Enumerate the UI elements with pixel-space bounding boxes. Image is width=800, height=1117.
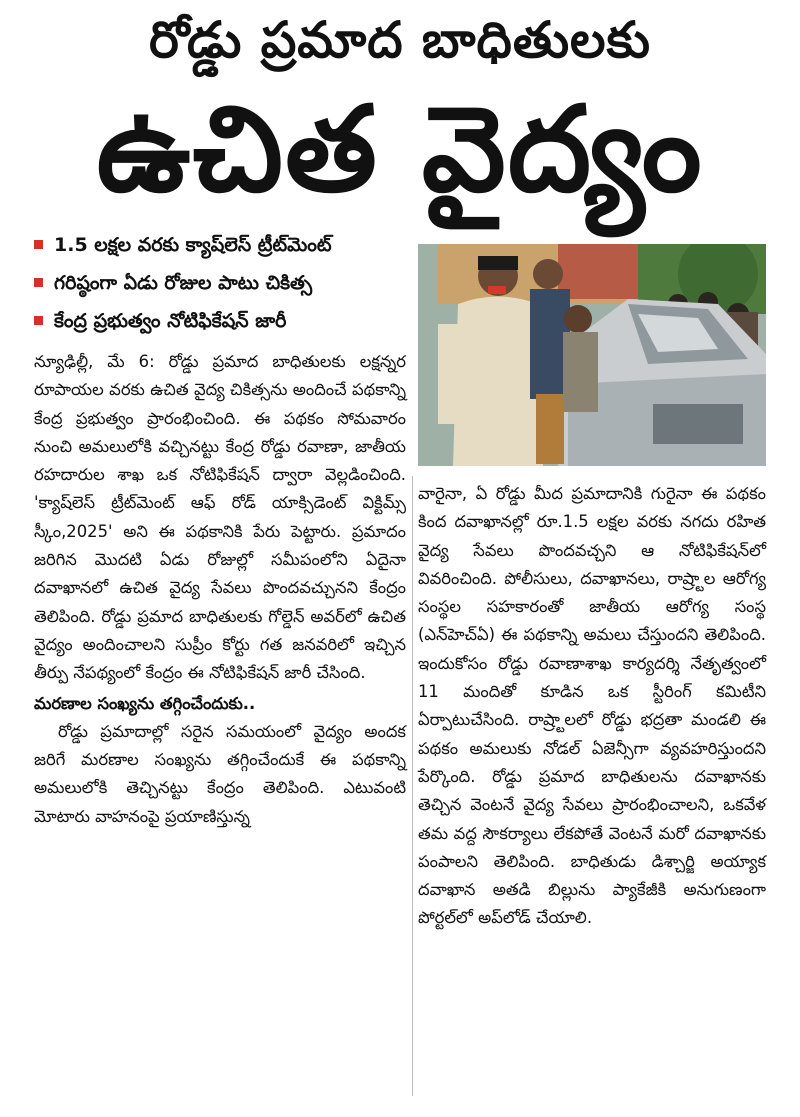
highlight-item	[30, 226, 410, 264]
highlight-text: గరిష్ఠంగా ఏడు రోజుల పాటు చికిత్స	[54, 272, 313, 294]
square-bullet-icon	[34, 316, 43, 325]
article-paragraph: రోడ్డు ప్రమాదాల్లో సరైన సమయంలో వైద్యం అందక జరిగే మరణాల సంఖ్యను తగ్గించేందుకే ఈ పథకాన్ని అమలులోకి తెచ్చినట్టు కేంద్రం తెలిపింది. ఎటువంటి మోటారు వాహనంపై ప్రయాణిస్తున్న	[34, 721, 406, 826]
article-column-left	[34, 348, 406, 831]
square-bullet-icon	[34, 240, 43, 249]
article-paragraph: వారైనా, ఏ రోడ్డు మీద ప్రమాదానికి గురైనా ఈ పథకం కింద దవాఖానల్లో రూ.1.5 లక్షల వరకు నగదు రహిత వైద్య సేవలు పొందవచ్చని ఆ నోటిఫికేషన్‌లో వివరించింది. పోలీసులు, దవాఖానలు, రాష్ర్టాల ఆరోగ్య సంస్థల సహకారంతో జాతీయ ఆరోగ్య సంస్థ (ఎన్‌హెచ్‌ఏ) ఈ పథకాన్ని అమలు చేస్తుందని తెలిపింది. ఇందుకోసం రోడ్డు రవాణాశాఖ కార్యదర్శి నేతృత్వంలో 11 మందితో కూడిన ఒక స్టీరింగ్ కమిటీని ఏర్పాటుచేసింది. రాష్ర్టాలలో రోడ్డు భద్రతా మండలి ఈ పథకం అమలుకు నోడల్ ఏజెన్సీగా వ్యవహరిస్తుందని పేర్కొంది. రోడ్డు ప్రమాద బాధితులను దవాఖానకు తెచ్చిన వెంటనే వైద్య సేవలు ప్రారంభించాలని, ఒకవేళ తమ వద్ద సౌకర్యాలు లేకపోతే వెంటనే మరో దవాఖానకు పంపాలని తెలిపింది. బాధితుడు డిశ్చార్జి అయ్యాక దవాఖాన అతడి బిల్లును ప్యాకేజీకి అనుగుణంగా పోర్టల్‌లో అప్‌లోడ్ చేయాలి.	[418, 484, 766, 928]
article-subheading: మరణాల సంఖ్యను తగ్గించేందుకు..	[34, 693, 256, 713]
square-bullet-icon	[34, 278, 43, 287]
accident-photo	[418, 244, 766, 466]
column-divider	[412, 476, 413, 1096]
headline-kicker: రోడ్డు ప్రమాద బాధితులకు	[149, 11, 651, 69]
article-paragraph: న్యూఢిల్లీ, మే 6: రోడ్డు ప్రమాద బాధితులకు లక్షన్నర రూపాయల వరకు ఉచిత వైద్య చికిత్సను అందించే పథకాన్ని కేంద్ర ప్రభుత్వం ప్రారంభించింది. ఈ పథకం సోమవారం నుంచి అమలులోకి వచ్చినట్టు కేంద్ర రోడ్డు రవాణా, జాతీయ రహదారుల శాఖ ఒక నోటిఫికేషన్ ద్వారా వెల్లడించింది. 'క్యాష్‌లెస్ ట్రీట్‌మెంట్ ఆఫ్ రోడ్ యాక్సిడెంట్ విక్టిమ్స్ స్కీం,2025' అని ఈ పథకానికి పేరు పెట్టారు. ప్రమాదం జరిగిన మొదటి ఏడు రోజుల్లో సమీపంలోని ఏదైనా దవాఖానలో ఉచిత వైద్య సేవలు పొందవచ్చునని కేంద్రం తెలిపింది. రోడ్డు ప్రమాద బాధితులకు గోల్డెన్ అవర్‌లో ఉచిత వైద్యం అందించాలని సుప్రీం కోర్టు గత జనవరిలో ఇచ్చిన తీర్పు నేపథ్యంలో కేంద్రం ఈ నోటిఫికేషన్ జారీ చేసింది.	[34, 352, 406, 683]
headline-main: ఉచిత వైద్యం	[96, 80, 704, 218]
highlight-text: కేంద్ర ప్రభుత్వం నోటిఫికేషన్ జారీ	[54, 310, 287, 332]
highlights-list	[30, 226, 410, 340]
highlight-text: 1.5 లక్షల వరకు క్యాష్‌లెస్ ట్రీట్‌మెంట్	[54, 234, 332, 256]
highlight-item	[30, 264, 410, 302]
article-column-right	[418, 480, 766, 933]
highlight-item	[30, 302, 410, 340]
